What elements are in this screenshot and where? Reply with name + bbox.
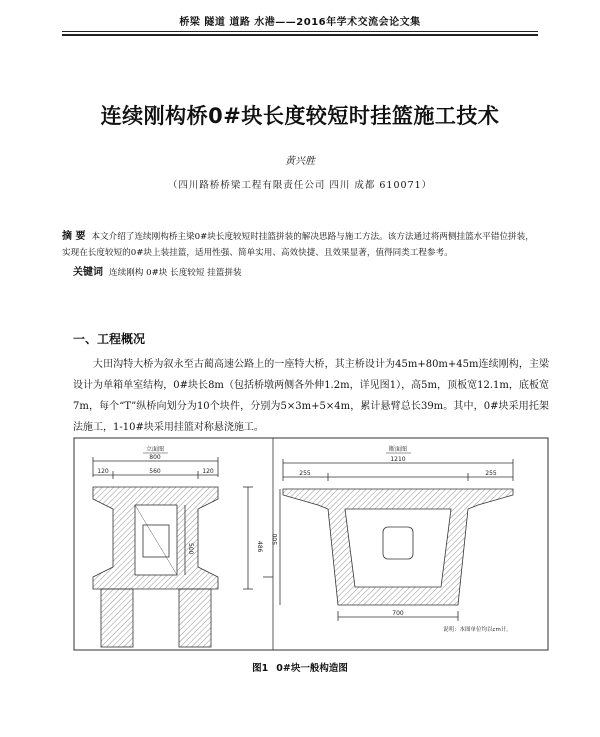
sect-dim-total: 1210 [390, 456, 406, 463]
elevation-view [93, 445, 273, 647]
keywords-label: 关键词 [73, 267, 103, 278]
keywords-text: 连续刚构 0#块 长度较短 挂篮拼装 [109, 268, 242, 278]
cross-section-view [272, 445, 513, 633]
header-rule [62, 31, 538, 32]
elevation-view-title: 立面图 [145, 446, 165, 453]
author: 黄兴胜 [285, 156, 315, 167]
section-paragraph: 大田沟特大桥为叙永至古蔺高速公路上的一座特大桥，其主桥设计为45m+80m+45m连续刚构，主梁设计为单箱单室结构，0#块长8m（包括桥墩两侧各外伸1.2m，详见图1），高5m，顶板宽12.1m，底板宽7m，每个“T”纵桥向划分为10个块件，分别为5×3m+5×4m，累计悬臂总长39m。其中，0#块采用托架法施工，1-10#块采用挂篮对称悬浇施工。 [73, 359, 549, 433]
elev-dim-height-outer: 486 [256, 541, 263, 553]
elev-dim-center: 560 [149, 468, 161, 475]
affiliation: （四川路桥桥梁工程有限责任公司 四川 成都 610071） [167, 180, 433, 191]
sect-dim-left: 255 [299, 470, 311, 477]
elev-dim-right: 120 [202, 468, 214, 475]
sect-dim-right: 255 [485, 470, 497, 477]
running-head [0, 0, 600, 40]
paper-title: 连续刚构桥0#块长度较短时挂篮施工技术 [100, 104, 500, 128]
elev-dim-left: 120 [97, 468, 109, 475]
abstract-text: 本文介绍了连续刚构桥主梁0#块长度较短时挂篮拼装的解决思路与施工方法。该方法通过将两侧挂篮水平错位拼装，实现在长度较短的0#块上装挂篮，适用性强、简单实用、高效快捷、且效果显著，值得同类工程参考。 [62, 232, 534, 258]
caption-number: 图1 [252, 663, 269, 674]
sect-dim-height: 500 [272, 533, 279, 545]
section-heading: 一、工程概况 [73, 332, 146, 346]
figure-1-drawing [73, 437, 549, 651]
sect-dim-bottom: 700 [392, 610, 404, 617]
section-view-title: 断面图 [388, 446, 408, 453]
abstract [62, 229, 542, 261]
elev-dim-height-inner: 500 [187, 543, 194, 555]
figure-caption [0, 660, 600, 674]
running-head-text: 桥梁 隧道 道路 水港——2016年学术交流会论文集 [179, 17, 421, 28]
figure-note: 说明：本图单位均以cm计。 [443, 627, 512, 633]
header-rule-thick [62, 34, 538, 36]
keywords [73, 263, 242, 278]
abstract-label: 摘 要 [62, 231, 86, 242]
caption-text: 0#块一般构造图 [276, 663, 348, 674]
elev-dim-total: 800 [149, 454, 161, 461]
